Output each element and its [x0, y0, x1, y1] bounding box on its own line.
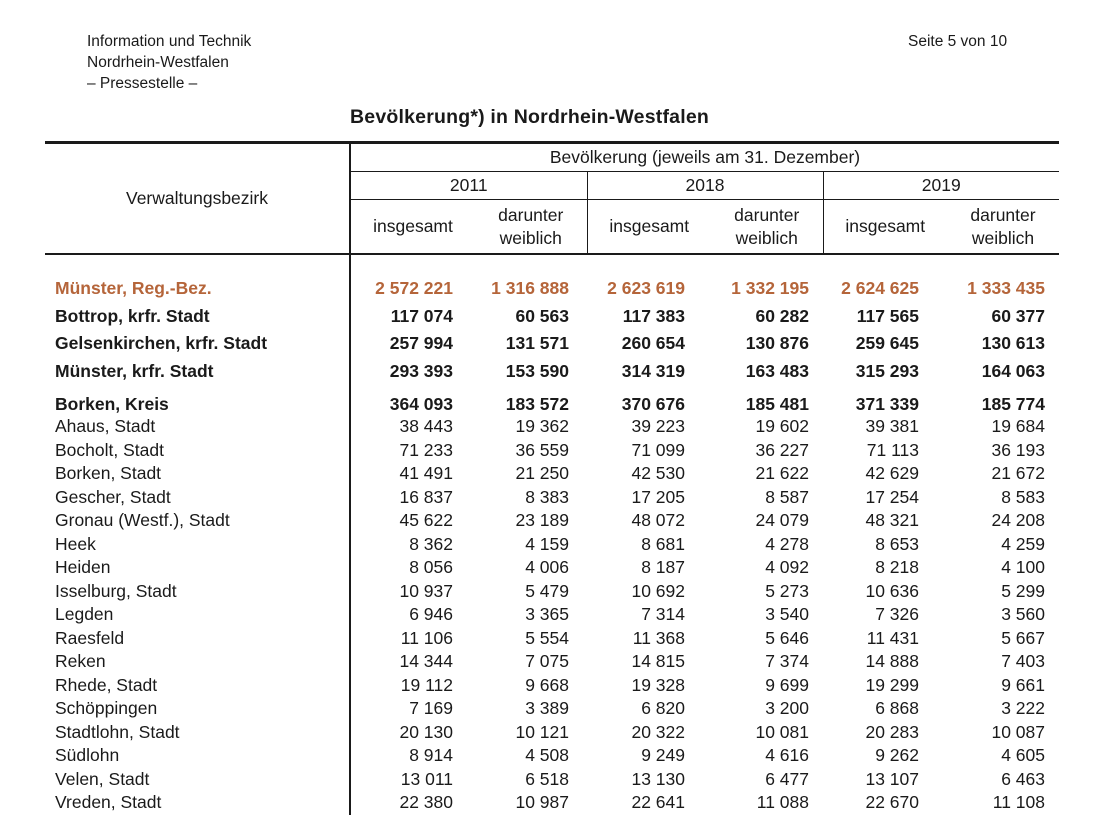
population-value: 10 121: [515, 721, 569, 742]
population-value: 8 056: [409, 557, 453, 578]
subheader-total-2011: insgesamt: [350, 200, 475, 255]
district-name: Gronau (Westf.), Stadt: [45, 509, 350, 533]
table-row: [45, 275, 1059, 303]
district-name: Ahaus, Stadt: [45, 415, 350, 439]
population-value: 39 381: [865, 416, 919, 437]
district-name: Reken: [45, 650, 350, 674]
population-value: 8 362: [409, 533, 453, 554]
population-value: 20 283: [865, 721, 919, 742]
table-row: [45, 303, 1059, 331]
population-value: 3 222: [1001, 698, 1045, 719]
population-value: 22 641: [631, 792, 685, 813]
population-value: 10 081: [755, 721, 809, 742]
district-name: Bottrop, krfr. Stadt: [45, 303, 350, 331]
population-value: 130 613: [981, 333, 1045, 354]
population-value: 9 661: [1001, 674, 1045, 695]
table-row: [45, 697, 1059, 721]
district-name: Heiden: [45, 556, 350, 580]
year-header-2018: 2018: [587, 172, 823, 200]
subheader-female-2011: darunter weiblich: [475, 200, 587, 255]
population-value: 4 006: [525, 557, 569, 578]
population-value: 9 262: [875, 745, 919, 766]
district-name: Südlohn: [45, 744, 350, 768]
year-header-2011: 2011: [350, 172, 587, 200]
population-value: 370 676: [621, 393, 685, 414]
column-header-population: Bevölkerung (jeweils am 31. Dezember): [350, 143, 1059, 172]
population-value: 13 107: [865, 768, 919, 789]
population-value: 4 605: [1001, 745, 1045, 766]
population-value: 5 554: [525, 627, 569, 648]
population-value: 60 377: [991, 305, 1045, 326]
population-value: 6 477: [765, 768, 809, 789]
district-name: Münster, Reg.-Bez.: [45, 275, 350, 303]
population-value: 8 653: [875, 533, 919, 554]
district-name: Vreden, Stadt: [45, 791, 350, 815]
population-value: 8 587: [765, 486, 809, 507]
subheader-total-2018: insgesamt: [587, 200, 711, 255]
population-value: 60 563: [515, 305, 569, 326]
population-value: 8 681: [641, 533, 685, 554]
population-value: 48 072: [631, 510, 685, 531]
population-value: 117 074: [390, 305, 453, 326]
population-value: 315 293: [855, 360, 919, 381]
table-row: [45, 393, 1059, 415]
population-value: 22 380: [399, 792, 453, 813]
table-row: [45, 650, 1059, 674]
population-value: 45 622: [399, 510, 453, 531]
population-value: 259 645: [855, 333, 919, 354]
population-value: 21 250: [515, 463, 569, 484]
population-value: 130 876: [745, 333, 809, 354]
population-value: 13 130: [631, 768, 685, 789]
population-value: 9 249: [641, 745, 685, 766]
population-value: 5 273: [765, 580, 809, 601]
population-value: 8 218: [875, 557, 919, 578]
population-value: 117 383: [622, 305, 685, 326]
population-value: 3 365: [525, 604, 569, 625]
population-value: 3 540: [765, 604, 809, 625]
population-value: 4 159: [525, 533, 569, 554]
population-value: 10 087: [991, 721, 1045, 742]
population-value: 10 692: [631, 580, 685, 601]
district-name: Heek: [45, 533, 350, 557]
population-value: 1 333 435: [967, 278, 1045, 299]
population-value: 17 254: [865, 486, 919, 507]
population-value: 183 572: [505, 393, 569, 414]
population-value: 260 654: [621, 333, 685, 354]
population-value: 5 646: [765, 627, 809, 648]
population-value: 16 837: [399, 486, 453, 507]
population-table: [45, 141, 1059, 815]
population-value: 4 278: [765, 533, 809, 554]
population-value: 4 092: [765, 557, 809, 578]
population-value: 164 063: [981, 360, 1045, 381]
population-value: 1 332 195: [731, 278, 809, 299]
district-name: Velen, Stadt: [45, 768, 350, 792]
district-name: Isselburg, Stadt: [45, 580, 350, 604]
population-value: 2 623 619: [607, 278, 685, 299]
page-title: Bevölkerung*) in Nordrhein-Westfalen: [350, 106, 709, 128]
population-value: 23 189: [515, 510, 569, 531]
population-value: 9 668: [525, 674, 569, 695]
district-name: Raesfeld: [45, 627, 350, 651]
population-value: 36 559: [515, 439, 569, 460]
table-row: [45, 744, 1059, 768]
page-indicator: Seite 5 von 10: [908, 33, 1008, 50]
table-row: [45, 603, 1059, 627]
table-row: [45, 791, 1059, 815]
population-value: 2 624 625: [841, 278, 919, 299]
population-value: 314 319: [621, 360, 685, 381]
population-value: 6 946: [409, 604, 453, 625]
publisher-line-2: Nordrhein-Westfalen: [87, 54, 229, 71]
population-value: 257 994: [389, 333, 453, 354]
table-row: [45, 415, 1059, 439]
row-spacer: [45, 254, 1059, 275]
population-value: 8 383: [525, 486, 569, 507]
table-row: [45, 358, 1059, 386]
population-value: 19 684: [991, 416, 1045, 437]
population-value: 1 316 888: [491, 278, 569, 299]
district-name: Legden: [45, 603, 350, 627]
district-name: Gelsenkirchen, krfr. Stadt: [45, 330, 350, 358]
population-value: 364 093: [389, 393, 453, 414]
population-value: 5 479: [525, 580, 569, 601]
population-value: 3 560: [1001, 604, 1045, 625]
table-row: [45, 580, 1059, 604]
table-body: [45, 254, 1059, 815]
population-value: 24 208: [991, 510, 1045, 531]
population-value: 14 815: [631, 651, 685, 672]
population-value: 71 233: [399, 439, 453, 460]
population-value: 20 322: [631, 721, 685, 742]
population-value: 6 820: [641, 698, 685, 719]
population-value: 38 443: [399, 416, 453, 437]
district-name: Münster, krfr. Stadt: [45, 358, 350, 386]
row-spacer: [45, 385, 1059, 393]
population-value: 153 590: [505, 360, 569, 381]
table-row: [45, 486, 1059, 510]
population-value: 11 431: [866, 627, 919, 648]
population-value: 6 463: [1001, 768, 1045, 789]
population-value: 19 112: [400, 674, 453, 695]
population-value: 17 205: [631, 486, 685, 507]
population-value: 163 483: [745, 360, 809, 381]
population-value: 7 169: [409, 698, 453, 719]
population-value: 5 667: [1001, 627, 1045, 648]
population-value: 48 321: [865, 510, 919, 531]
population-value: 10 636: [865, 580, 919, 601]
subheader-total-2019: insgesamt: [823, 200, 947, 255]
population-value: 11 368: [632, 627, 685, 648]
population-value: 185 774: [981, 393, 1045, 414]
population-value: 3 389: [525, 698, 569, 719]
population-value: 9 699: [765, 674, 809, 695]
population-value: 19 602: [755, 416, 809, 437]
year-header-2019: 2019: [823, 172, 1059, 200]
population-value: 42 530: [631, 463, 685, 484]
table-row: [45, 556, 1059, 580]
table-row: [45, 674, 1059, 698]
publisher-block: [87, 31, 251, 94]
subheader-female-2018: darunter weiblich: [711, 200, 823, 255]
population-value: 293 393: [389, 360, 453, 381]
population-value: 71 113: [866, 439, 919, 460]
population-value: 22 670: [865, 792, 919, 813]
population-value: 14 344: [399, 651, 453, 672]
district-name: Gescher, Stadt: [45, 486, 350, 510]
table-row: [45, 627, 1059, 651]
population-value: 3 200: [765, 698, 809, 719]
population-value: 20 130: [399, 721, 453, 742]
population-value: 11 106: [400, 627, 453, 648]
population-value: 4 100: [1001, 557, 1045, 578]
district-name: Borken, Kreis: [45, 393, 350, 415]
population-value: 19 299: [865, 674, 919, 695]
population-value: 4 259: [1001, 533, 1045, 554]
table-row: [45, 462, 1059, 486]
population-value: 36 227: [755, 439, 809, 460]
population-value: 7 326: [875, 604, 919, 625]
population-value: 60 282: [755, 305, 809, 326]
population-value: 7 314: [641, 604, 685, 625]
table-row: [45, 533, 1059, 557]
district-name: Rhede, Stadt: [45, 674, 350, 698]
population-value: 4 616: [765, 745, 809, 766]
table-row: [45, 768, 1059, 792]
population-value: 10 987: [515, 792, 569, 813]
population-value: 131 571: [505, 333, 569, 354]
population-value: 8 583: [1001, 486, 1045, 507]
population-value: 21 622: [755, 463, 809, 484]
population-value: 41 491: [399, 463, 453, 484]
population-value: 11 088: [756, 792, 809, 813]
population-value: 2 572 221: [375, 278, 453, 299]
population-value: 8 187: [641, 557, 685, 578]
publisher-line-3: – Pressestelle –: [87, 75, 198, 92]
population-value: 7 075: [525, 651, 569, 672]
subheader-female-2019: darunter weiblich: [947, 200, 1059, 255]
table-row: [45, 509, 1059, 533]
district-name: Borken, Stadt: [45, 462, 350, 486]
column-header-district: Verwaltungsbezirk: [45, 143, 350, 255]
population-value: 371 339: [855, 393, 919, 414]
population-value: 6 518: [525, 768, 569, 789]
population-value: 13 011: [400, 768, 453, 789]
population-value: 36 193: [991, 439, 1045, 460]
population-value: 8 914: [409, 745, 453, 766]
table-row: [45, 721, 1059, 745]
publisher-line-1: Information und Technik: [87, 33, 252, 50]
district-name: Bocholt, Stadt: [45, 439, 350, 463]
population-value: 10 937: [399, 580, 453, 601]
population-value: 7 403: [1001, 651, 1045, 672]
table-row: [45, 439, 1059, 463]
population-value: 21 672: [991, 463, 1045, 484]
population-value: 39 223: [631, 416, 685, 437]
population-value: 7 374: [765, 651, 809, 672]
district-name: Schöppingen: [45, 697, 350, 721]
population-value: 14 888: [865, 651, 919, 672]
population-value: 5 299: [1001, 580, 1045, 601]
population-value: 6 868: [875, 698, 919, 719]
table-row: [45, 330, 1059, 358]
population-value: 19 328: [631, 674, 685, 695]
population-value: 71 099: [631, 439, 685, 460]
population-value: 4 508: [525, 745, 569, 766]
population-value: 19 362: [515, 416, 569, 437]
population-value: 185 481: [745, 393, 809, 414]
population-value: 42 629: [865, 463, 919, 484]
population-value: 117 565: [856, 305, 919, 326]
population-value: 11 108: [992, 792, 1045, 813]
district-name: Stadtlohn, Stadt: [45, 721, 350, 745]
population-value: 24 079: [755, 510, 809, 531]
